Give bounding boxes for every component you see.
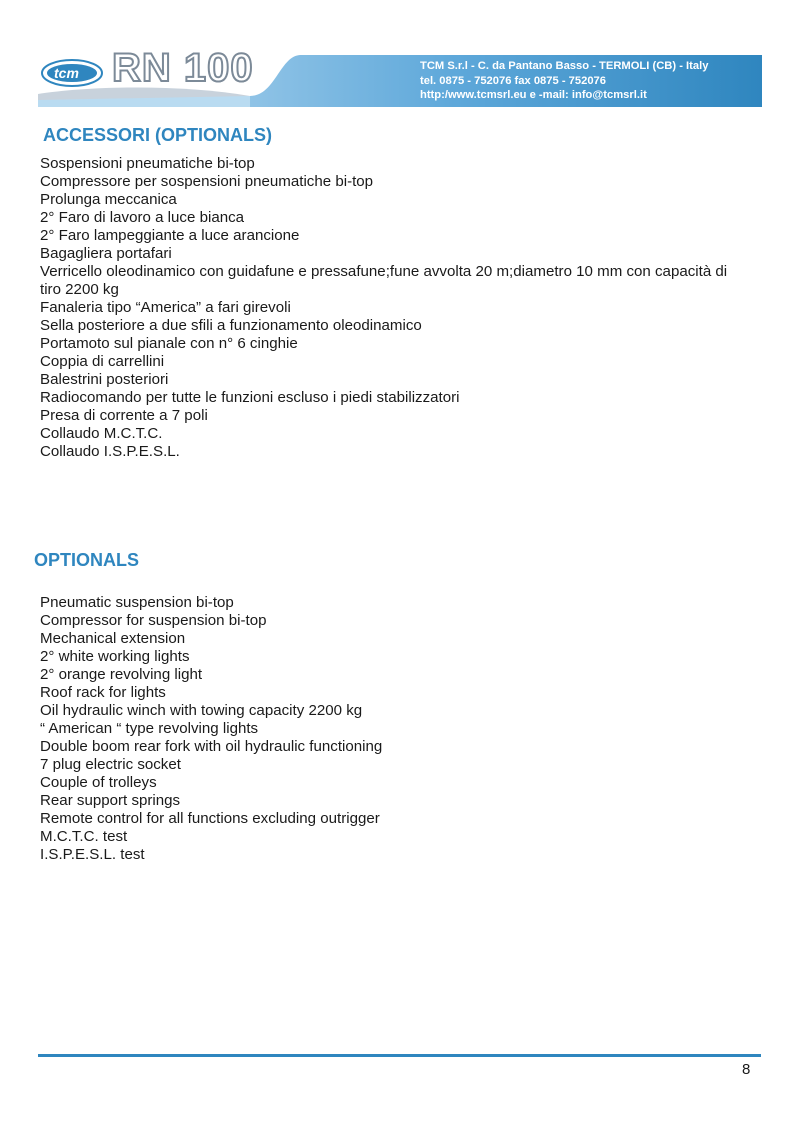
accessori-list <box>40 155 730 461</box>
list-item: “ American “ type revolving lights <box>40 720 259 737</box>
list-item: 7 plug electric socket <box>40 756 181 773</box>
list-item: Bagagliera portafari <box>40 245 172 262</box>
list-item: Collaudo M.C.T.C. <box>40 425 163 442</box>
list-item: Pneumatic suspension bi-top <box>40 594 234 611</box>
list-item: I.S.P.E.S.L. test <box>40 846 145 863</box>
list-item: Sella posteriore a due sfili a funzionamento oleodinamico <box>40 317 422 334</box>
list-item: Verricello oleodinamico con guidafune e pressafune;fune avvolta 20 m;diametro 10 mm con capacità di tiro 2200 kg <box>40 263 728 298</box>
list-item: Rear support springs <box>40 792 181 809</box>
list-item: Collaudo I.S.P.E.S.L. <box>40 443 180 460</box>
model-logo: RN 100 <box>112 46 254 90</box>
list-item: 2° white working lights <box>40 648 190 665</box>
contact-address: TCM S.r.l - C. da Pantano Basso - TERMOLI (CB) - Italy <box>420 60 709 72</box>
tcm-logo <box>40 58 104 88</box>
list-item: 2° Faro lampeggiante a luce arancione <box>40 227 300 244</box>
list-item: Couple of trolleys <box>40 774 157 791</box>
list-item: Roof rack for lights <box>40 684 166 701</box>
list-item: M.C.T.C. test <box>40 828 128 845</box>
list-item: Compressore per sospensioni pneumatiche bi-top <box>40 173 374 190</box>
list-item: 2° orange revolving light <box>40 666 203 683</box>
list-item: Mechanical extension <box>40 630 186 647</box>
list-item: Double boom rear fork with oil hydraulic functioning <box>40 738 383 755</box>
list-item: 2° Faro di lavoro a luce bianca <box>40 209 245 226</box>
list-item: Radiocomando per tutte le funzioni escluso i piedi stabilizzatori <box>40 389 460 406</box>
section-title-optionals: OPTIONALS <box>34 550 140 570</box>
contact-web: http:/www.tcmsrl.eu e -mail: info@tcmsrl.it <box>420 89 647 101</box>
list-item: Balestrini posteriori <box>40 371 169 388</box>
page-number: 8 <box>742 1061 751 1078</box>
contact-phone: tel. 0875 - 752076 fax 0875 - 752076 <box>420 74 606 87</box>
list-item: Prolunga meccanica <box>40 191 177 208</box>
page-header <box>0 0 800 112</box>
tcm-logo-text: tcm <box>54 65 79 81</box>
list-item: Oil hydraulic winch with towing capacity 2200 kg <box>40 702 363 719</box>
contact-block <box>420 59 770 103</box>
list-item: Portamoto sul pianale con n° 6 cinghie <box>40 335 298 352</box>
list-item: Sospensioni pneumatiche bi-top <box>40 155 255 172</box>
list-item: Remote control for all functions excluding outrigger <box>40 810 380 827</box>
list-item: Coppia di carrellini <box>40 353 165 370</box>
section-title-accessori: ACCESSORI (OPTIONALS) <box>43 125 273 145</box>
optionals-list <box>40 594 730 864</box>
list-item: Compressor for suspension bi-top <box>40 612 267 629</box>
footer-divider <box>38 1054 761 1057</box>
list-item: Fanaleria tipo “America” a fari girevoli <box>40 299 291 316</box>
list-item: Presa di corrente a 7 poli <box>40 407 208 424</box>
